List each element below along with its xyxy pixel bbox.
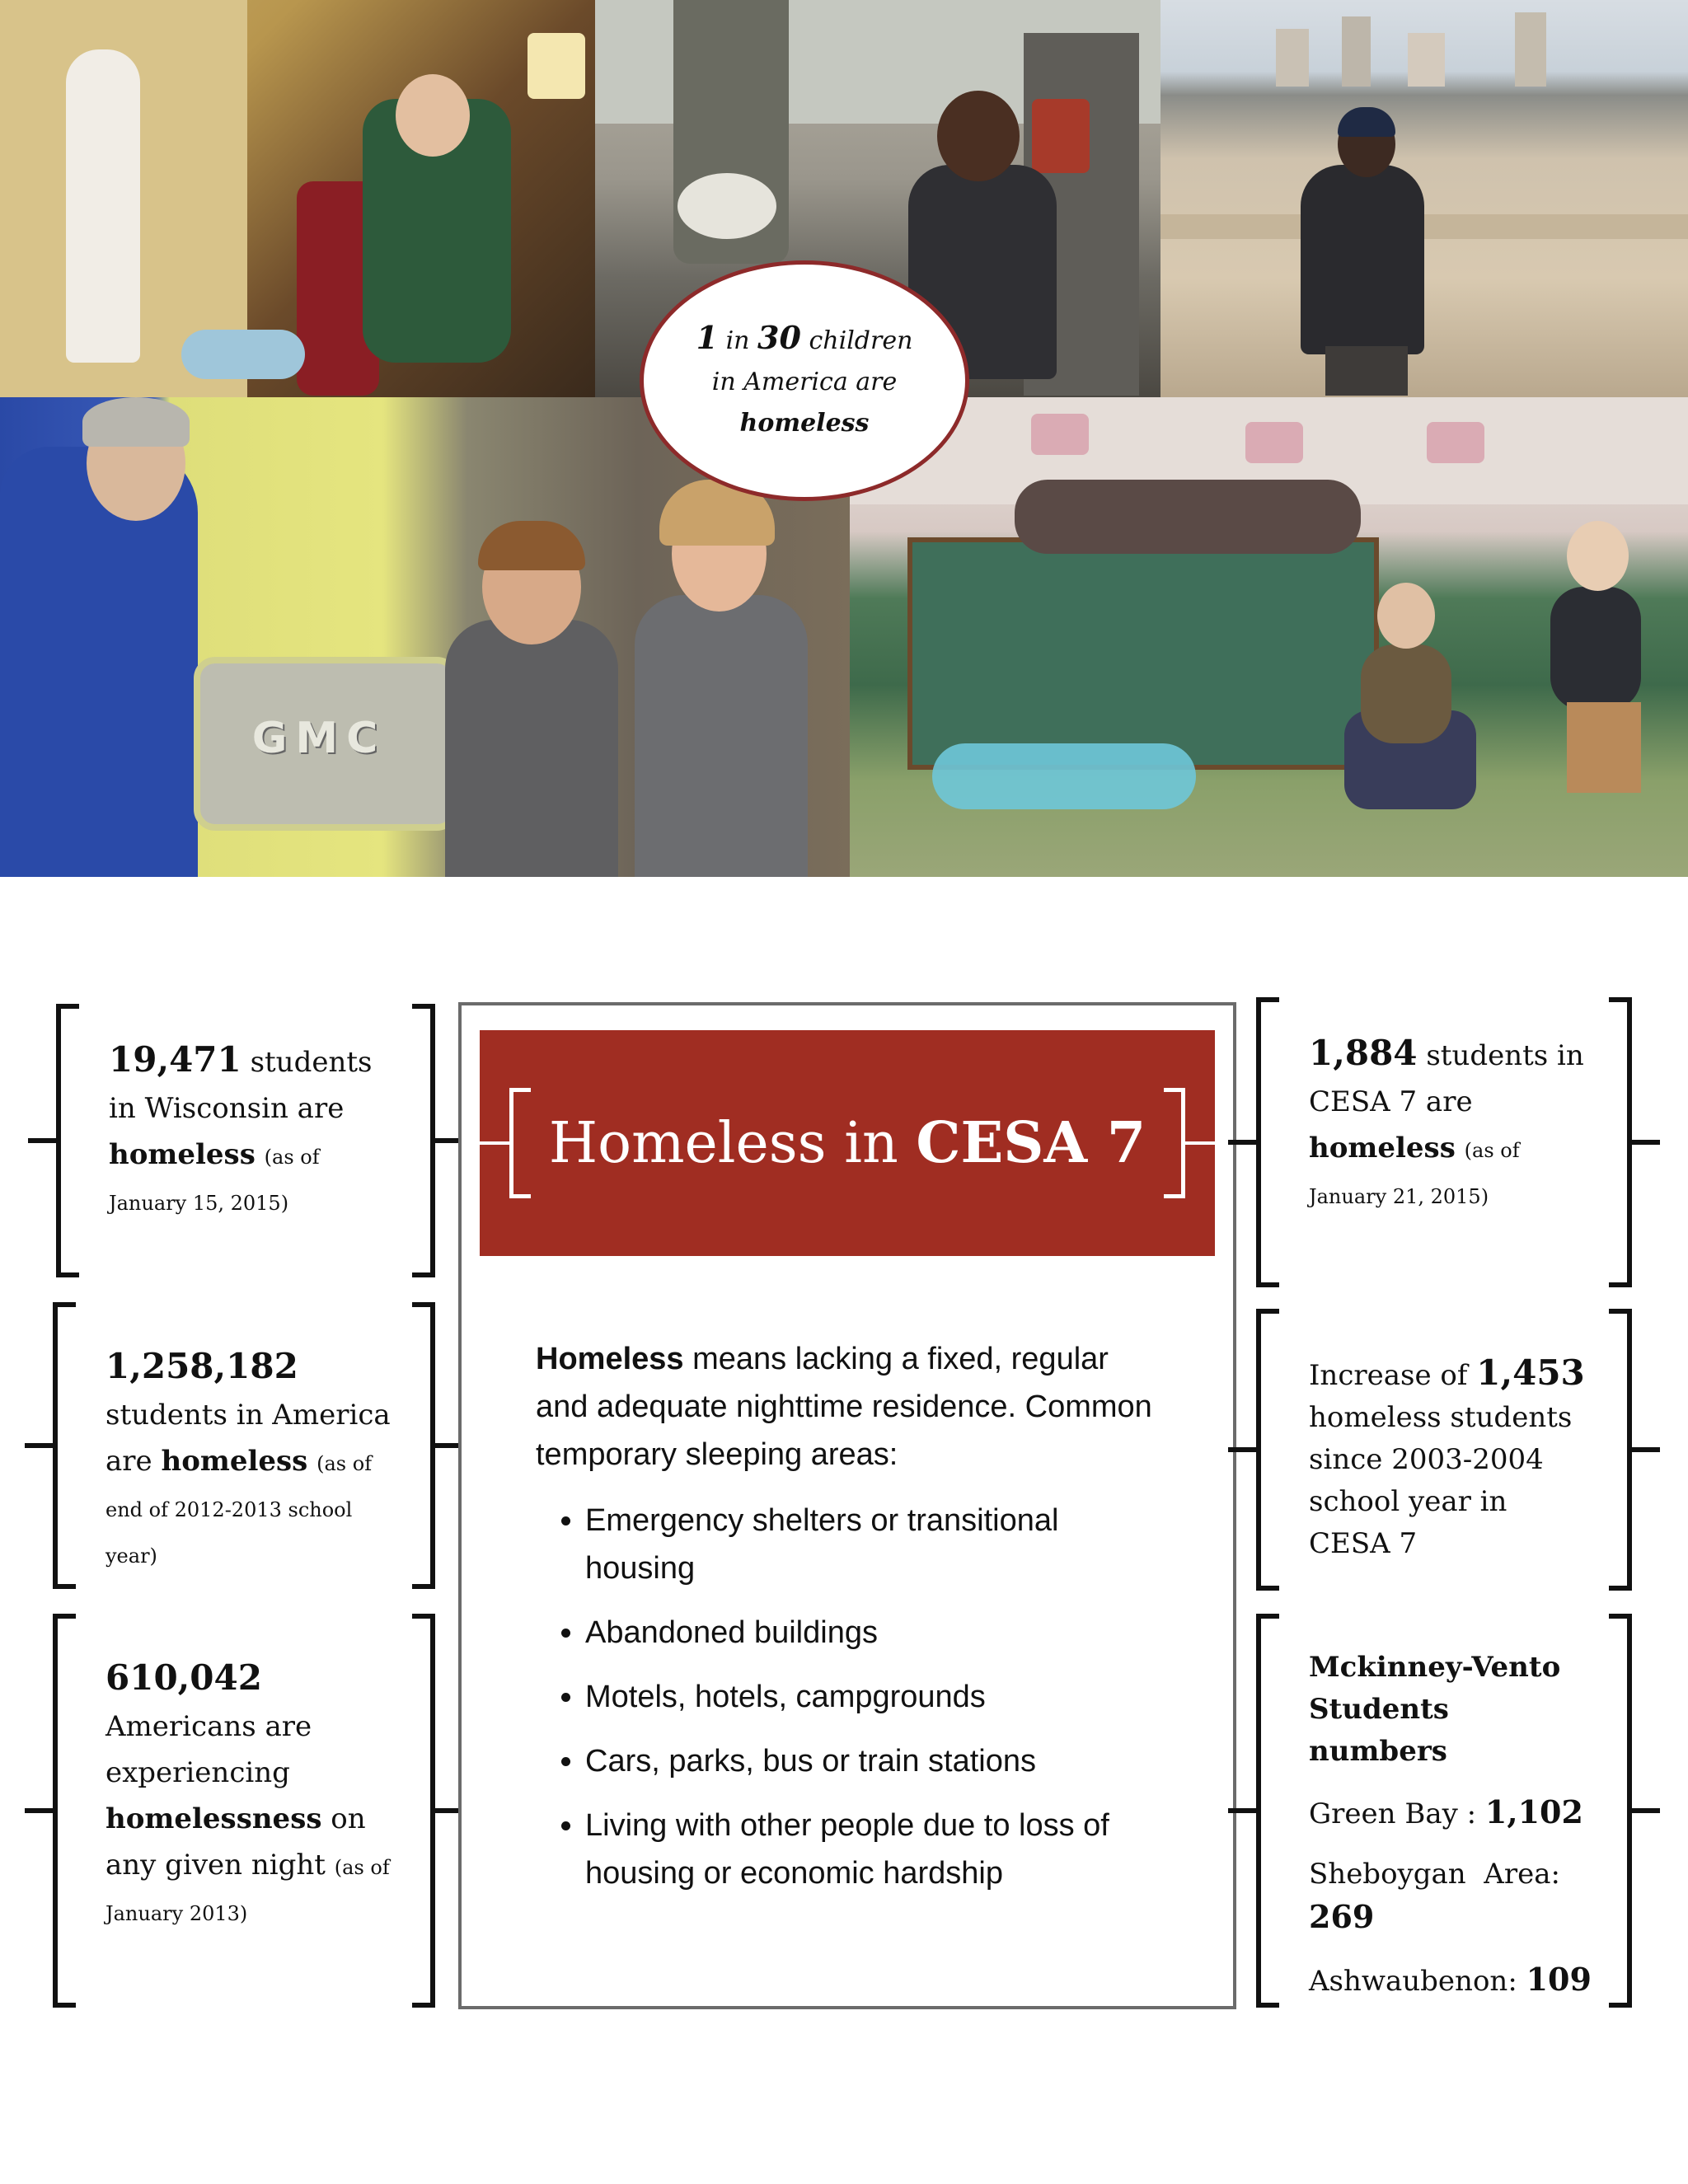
family-in-motel-room-photo — [0, 0, 595, 397]
list-item: • Cars, parks, bus or train stations — [585, 1737, 1162, 1785]
stat-box-america: 1,258,182 students in America are homeless (as of end of 2012-2013 school year) — [53, 1302, 435, 1589]
sleeping-areas-list — [536, 1497, 1162, 1897]
district-row: Ashwaubenon: 109 — [1309, 1961, 1592, 1998]
list-item: • Emergency shelters or transitional housing — [585, 1497, 1162, 1592]
list-item: • Motels, hotels, campgrounds — [585, 1673, 1162, 1721]
page-title: Homeless in CESA 7 — [548, 1110, 1146, 1176]
district-row: Sheboygan Area: 269 — [1309, 1858, 1560, 1935]
stat-speech-bubble: 1 in 30 children in America are homeless — [640, 260, 969, 501]
stat-box-mckinney-vento — [1256, 1614, 1632, 2008]
district-row: Green Bay : 1,102 — [1309, 1793, 1583, 1830]
stat-box-increase: Increase of 1,453 homeless students since 2003-2004 school year in CESA 7 — [1256, 1309, 1632, 1591]
list-item: • Living with other people due to loss of housing or economic hardship — [585, 1802, 1162, 1897]
stat-box-nightly: 610,042 Americans are experiencing homelessness on any given night (as of January 2013) — [53, 1614, 435, 2008]
children-by-dumpsters-photo — [850, 397, 1688, 877]
mckinney-vento-heading: Mckinney-Vento Students numbers — [1309, 1651, 1561, 1768]
stat-box-cesa7: 1,884 students in CESA 7 are homeless (as of January 21, 2015) — [1256, 997, 1632, 1287]
boy-on-beach-photo — [1160, 0, 1688, 397]
definition-panel — [458, 1002, 1236, 2009]
title-banner — [480, 1030, 1215, 1256]
van-badge: GMC — [251, 714, 387, 763]
list-item: • Abandoned buildings — [585, 1609, 1162, 1657]
stat-box-wisconsin: 19,471 students in Wisconsin are homeless (as of January 15, 2015) — [56, 1004, 435, 1277]
homeless-definition: Homeless means lacking a fixed, regular and adequate nighttime residence. Common temporary sleeping areas: • Emergency shelters or transitional housing • Abandoned buildings • Motels, hotels, campgrounds • Cars, parks, bus or train stations • Living with other people due to loss of housing or economic hardship — [536, 1335, 1162, 1914]
